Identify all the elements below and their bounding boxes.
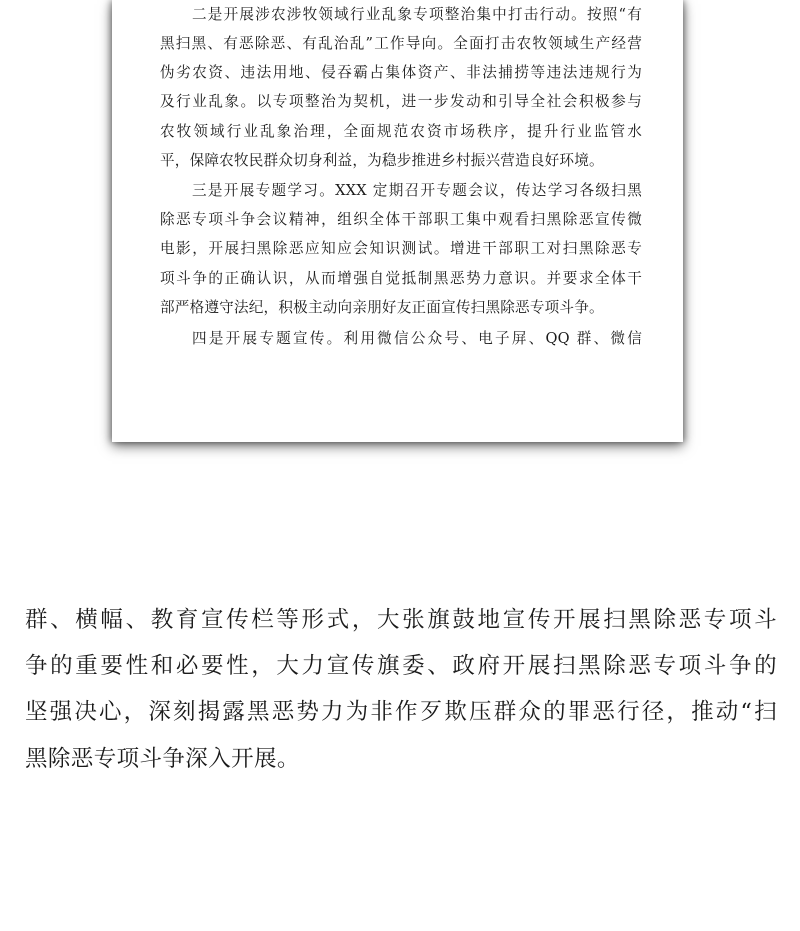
text-line: 坚强决心，深刻揭露黑恶势力为非作歹欺压群众的罪恶行径，推动“扫 <box>25 699 777 725</box>
text-line: 项斗争的正确认识，从而增强自觉抵制黑恶势力意识。并要求全体干 <box>160 270 642 287</box>
text-line: 四是开展专题宣传。利用微信公众号、电子屏、QQ 群、微信 <box>192 330 642 347</box>
text-line: 部严格遵守法纪，积极主动向亲朋好友正面宣传扫黑除恶专项斗争。 <box>160 299 604 316</box>
text-line: 电影，开展扫黑除恶应知应会知识测试。增进干部职工对扫黑除恶专 <box>160 240 642 257</box>
text-line: 及行业乱象。以专项整治为契机，进一步发动和引导全社会积极参与 <box>160 93 642 110</box>
text-line: 群、横幅、教育宣传栏等形式，大张旗鼓地宣传开展扫黑除恶专项斗 <box>25 607 777 633</box>
text-line: 黑扫黑、有恶除恶、有乱治乱”工作导向。全面打击农牧领域生产经营 <box>160 35 642 52</box>
text-line: 争的重要性和必要性，大力宣传旗委、政府开展扫黑除恶专项斗争的 <box>25 653 777 679</box>
text-line: 农牧领域行业乱象治理，全面规范农资市场秩序，提升行业监管水 <box>160 123 642 140</box>
text-line: 除恶专项斗争会议精神，组织全体干部职工集中观看扫黑除恶宣传微 <box>160 211 642 228</box>
text-line: 三是开展专题学习。XXX 定期召开专题会议，传达学习各级扫黑 <box>192 182 642 199</box>
document-page <box>112 0 683 442</box>
text-line: 伪劣农资、违法用地、侵吞霸占集体资产、非法捕捞等违法违规行为 <box>160 64 642 81</box>
text-line: 二是开展涉农涉牧领域行业乱象专项整治集中打击行动。按照“有 <box>192 6 642 23</box>
text-line: 黑除恶专项斗争深入开展。 <box>25 746 300 772</box>
text-line: 平，保障农牧民群众切身利益，为稳步推进乡村振兴营造良好环境。 <box>160 152 604 169</box>
